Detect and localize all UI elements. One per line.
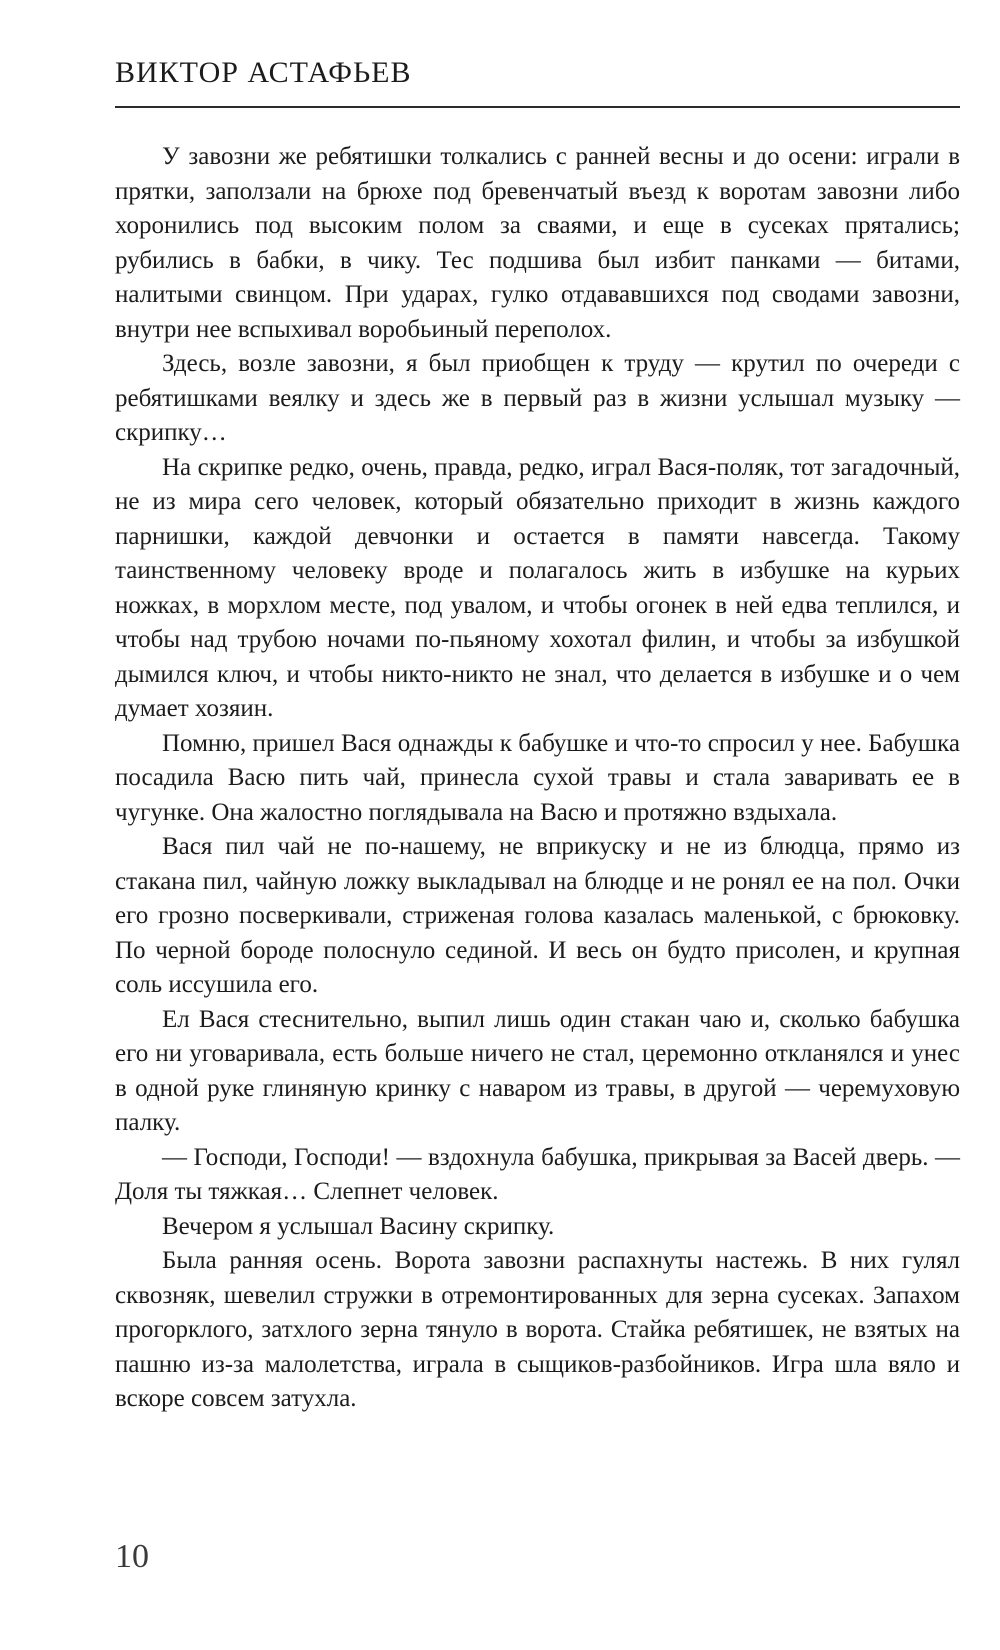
paragraph: Вечером я услышал Васину скрипку. — [162, 1212, 555, 1240]
body-text — [115, 140, 960, 1417]
header-rule — [115, 106, 960, 108]
paragraph: Ел Вася стеснительно, выпил лишь один стакан чаю и, сколько бабушка его ни уговаривала, есть больше ничего не стал, церемонно откланялся и унес в одной руке глиняную кринку с наваром из травы, в другой — черемуховую палку. — [115, 1005, 960, 1136]
running-head: ВИКТОР АСТАФЬЕВ — [115, 56, 412, 89]
paragraph: Помню, пришел Вася однажды к бабушке и что-то спросил у нее. Бабушка посадила Васю пить чай, принесла сухой травы и стала заваривать ее в чугунке. Она жалостно поглядывала на Васю и протяжно вздыхала. — [115, 729, 960, 826]
paragraph: Вася пил чай не по-нашему, не вприкуску и не из блюдца, прямо из стакана пил, чайную ложку выкладывал на блюдце и не ронял ее на пол. Очки его грозно посверкивали, стриженая голова казалась маленькой, с брюковку. По черной бороде полоснуло сединой. И весь он будто присолен, и крупная соль иссушила его. — [115, 833, 960, 998]
page-number: 10 — [115, 1538, 149, 1575]
paragraph: — Господи, Господи! — вздохнула бабушка, прикрывая за Васей дверь. — Доля ты тяжкая… Слепнет человек. — [115, 1143, 960, 1205]
paragraph: Здесь, возле завозни, я был приобщен к труду — крутил по очереди с ребятишками веялку и здесь же в первый раз в жизни услышал музыку — скрипку… — [115, 350, 960, 446]
paragraph: На скрипке редко, очень, правда, редко, играл Вася-поляк, тот загадочный, не из мира сего человек, который обязательно приходит в жизнь каждого парнишки, каждой девчонки и остается в памяти навсегда. Такому таинственному человеку вроде и полагалось жить в избушке на курьих ножках, в морхлом месте, под увалом, и чтобы огонек в ней едва теплился, и чтобы над трубою ночами по-пьяному хохотал филин, и чтобы за избушкой дымился ключ, и чтобы никто-никто не знал, что делается в избушке и о чем думает хозяин. — [115, 453, 960, 722]
paragraph: Была ранняя осень. Ворота завозни распахнуты настежь. В них гулял сквозняк, шевелил стружки в отремонтированных для зерна сусеках. Запахом прогорклого, затхлого зерна тянуло в ворота. Стайка ребятишек, не взятых на пашню из-за малолетства, играла в сыщиков-разбойников. Игра шла вяло и вскоре совсем затухла. — [115, 1247, 960, 1412]
paragraph: У завозни же ребятишки толкались с ранней весны и до осени: играли в прятки, заползали на брюхе под бревенчатый въезд к воротам завозни либо хоронились под высоким полом за сваями, и еще в сусеках прятались; рубились в бабки, в чику. Тес подшива был избит панками — битами, налитыми свинцом. При ударах, гулко отдававшихся под сводами завозни, внутри нее вспыхивал воробьиный переполох. — [115, 143, 960, 343]
